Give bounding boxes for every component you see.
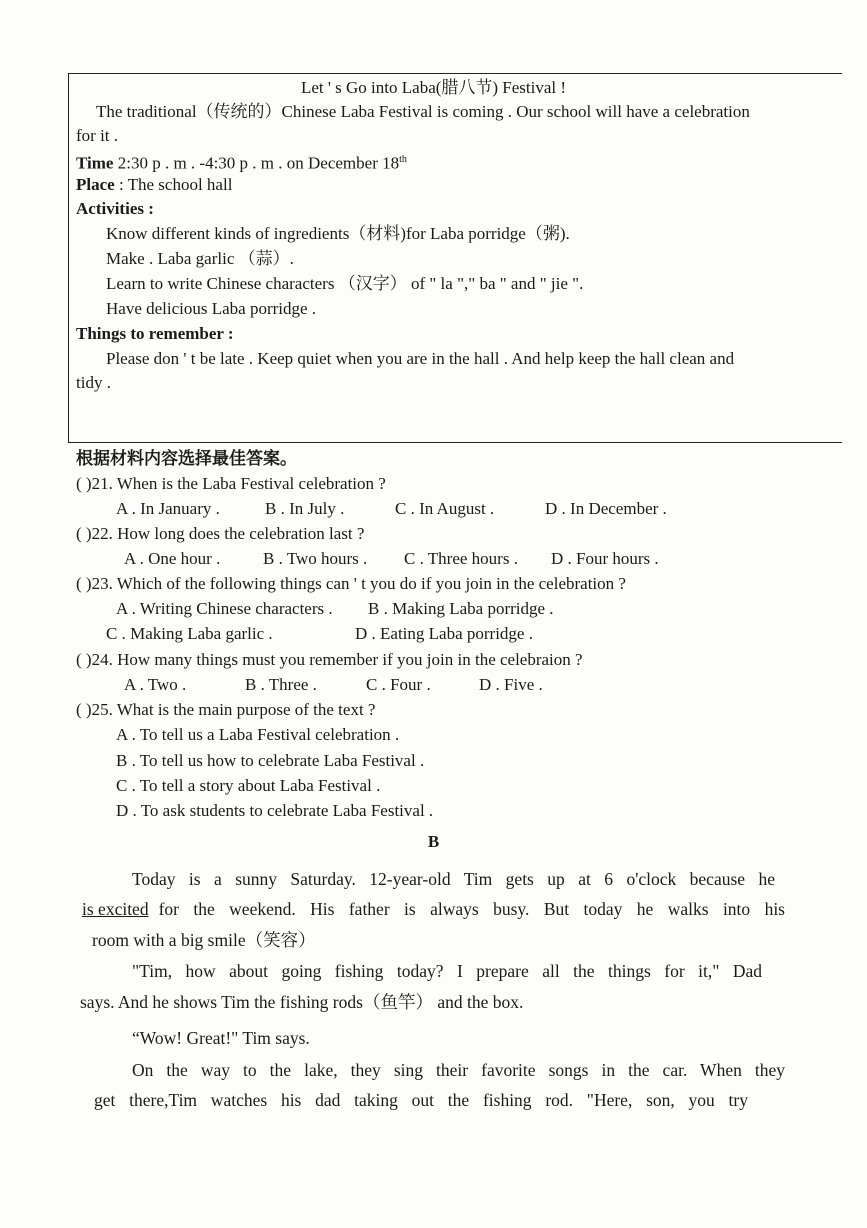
remember-line-1: Please don ' t be late . Keep quiet when you are in the hall . And help keep the hall clean and	[106, 349, 735, 368]
q25-option-b: B . To tell us how to celebrate Laba Festival .	[116, 751, 425, 770]
place-label: Place	[76, 175, 115, 194]
q21-option-a: A . In January .	[116, 499, 220, 518]
q21-option-d: D . In December .	[545, 499, 667, 518]
q24-option-d: D . Five .	[479, 675, 543, 694]
q24-option-b: B . Three .	[245, 675, 317, 694]
notice-place	[76, 174, 232, 196]
q23-option-c: C . Making Laba garlic .	[106, 624, 273, 643]
q22-option-b: B . Two hours .	[263, 549, 368, 568]
q23-option-b: B . Making Laba porridge .	[368, 599, 554, 618]
notice-intro-line-1: The traditional（传统的）Chinese Laba Festival is coming . Our school will have a celebration	[96, 102, 750, 121]
activity-item: Make . Laba garlic （蒜）.	[106, 249, 294, 268]
q24-option-a: A . Two .	[124, 675, 187, 694]
question-25-stem: ( )25. What is the main purpose of the text ?	[76, 700, 376, 719]
q21-option-c: C . In August .	[395, 499, 495, 518]
q25-option-a: A . To tell us a Laba Festival celebration .	[116, 725, 400, 744]
remember-line-2: tidy .	[76, 373, 111, 392]
section-b-line-4: "Tim, how about going fishing today? I prepare all the things for it," Dad	[132, 961, 762, 981]
notice-title: Let ' s Go into Laba(腊八节) Festival !	[300, 78, 567, 97]
activity-item: Know different kinds of ingredients（材料)for Laba porridge（粥).	[106, 224, 570, 243]
time-suffix: th	[399, 154, 407, 165]
q23-option-d: D . Eating Laba porridge .	[355, 624, 533, 643]
section-b-line-2	[82, 897, 785, 921]
q23-option-a: A . Writing Chinese characters .	[116, 599, 333, 618]
q25-option-d: D . To ask students to celebrate Laba Festival .	[116, 801, 434, 820]
section-b-line-1: Today is a sunny Saturday. 12-year-old Tim gets up at 6 o'clock because he	[132, 869, 775, 889]
section-b-line-5: says. And he shows Tim the fishing rods（鱼竿） and the box.	[80, 992, 524, 1012]
underlined-phrase: is excited	[82, 899, 149, 919]
q24-option-c: C . Four .	[366, 675, 431, 694]
q25-option-c: C . To tell a story about Laba Festival .	[116, 776, 381, 795]
place-value: : The school hall	[114, 175, 233, 194]
activity-item: Learn to write Chinese characters （汉字） of " la "," ba " and " jie ".	[106, 274, 584, 293]
q21-option-b: B . In July .	[265, 499, 345, 518]
section-b-line-6: “Wow! Great!" Tim says.	[132, 1028, 310, 1048]
q22-option-c: C . Three hours .	[404, 549, 518, 568]
q22-option-d: D . Four hours .	[551, 549, 659, 568]
section-b-line-2-text: for the weekend. His father is always busy. But today he walks into his	[158, 899, 785, 919]
question-21-stem: ( )21. When is the Laba Festival celebration ?	[76, 474, 386, 493]
q22-option-a: A . One hour .	[124, 549, 221, 568]
time-label: Time	[76, 153, 114, 173]
instruction: 根据材料内容选择最佳答案。	[76, 449, 297, 468]
question-24-stem: ( )24. How many things must you remember if you join in the celebraion ?	[76, 650, 583, 669]
section-b-line-7: On the way to the lake, they sing their favorite songs in the car. When they	[132, 1060, 785, 1080]
notice-intro-line-2: for it .	[76, 126, 119, 145]
section-b-line-3: room with a big smile（笑容）	[92, 930, 316, 950]
question-22-stem: ( )22. How long does the celebration last ?	[76, 524, 365, 543]
activity-item: Have delicious Laba porridge .	[106, 299, 317, 318]
question-23-stem: ( )23. Which of the following things can ' t you do if you join in the celebration ?	[76, 574, 626, 593]
time-value: 2:30 p . m . -4:30 p . m . on December 18	[113, 153, 400, 173]
section-b-heading: B	[427, 832, 440, 851]
section-b-line-8: get there,Tim watches his dad taking out the fishing rod. "Here, son, you try	[94, 1090, 748, 1110]
notice-time	[76, 149, 407, 175]
activities-label: Activities :	[76, 199, 154, 218]
remember-label: Things to remember :	[76, 324, 234, 343]
